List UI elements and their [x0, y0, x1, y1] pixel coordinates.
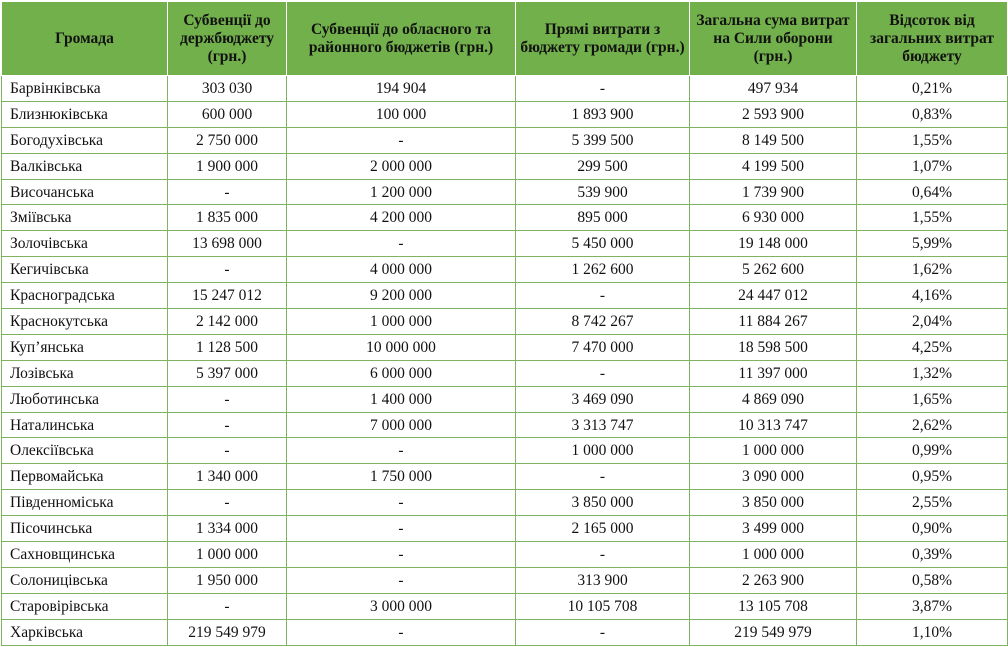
table-row: [2, 412, 1008, 438]
regional-subvention-cell: -: [287, 231, 516, 257]
state-subvention-cell: 15 247 012: [168, 283, 287, 309]
direct-expenses-cell: -: [516, 283, 690, 309]
state-subvention-cell: -: [168, 412, 287, 438]
community-name-cell: Первомайська: [2, 464, 168, 490]
state-subvention-cell: 1 835 000: [168, 205, 287, 231]
community-name-cell: Краснокутська: [2, 309, 168, 335]
regional-subvention-cell: 100 000: [287, 101, 516, 127]
table-row: [2, 179, 1008, 205]
percent-of-budget-cell: 0,39%: [857, 542, 1008, 568]
community-name-cell: Близнюківська: [2, 101, 168, 127]
percent-of-budget-cell: 3,87%: [857, 593, 1008, 619]
percent-of-budget-cell: 0,58%: [857, 567, 1008, 593]
total-expenses-cell: 13 105 708: [690, 593, 857, 619]
state-subvention-cell: 1 340 000: [168, 464, 287, 490]
header-row: [2, 2, 1008, 76]
direct-expenses-cell: 895 000: [516, 205, 690, 231]
regional-subvention-cell: 4 200 000: [287, 205, 516, 231]
state-subvention-cell: 1 900 000: [168, 153, 287, 179]
community-name-cell: Пісочинська: [2, 516, 168, 542]
direct-expenses-cell: -: [516, 542, 690, 568]
state-subvention-cell: 1 334 000: [168, 516, 287, 542]
total-expenses-cell: 6 930 000: [690, 205, 857, 231]
regional-subvention-cell: 7 000 000: [287, 412, 516, 438]
percent-of-budget-cell: 0,21%: [857, 76, 1008, 102]
direct-expenses-cell: -: [516, 619, 690, 645]
table-row: [2, 567, 1008, 593]
total-expenses-cell: 18 598 500: [690, 334, 857, 360]
percent-of-budget-cell: 0,95%: [857, 464, 1008, 490]
direct-expenses-cell: 8 742 267: [516, 309, 690, 335]
percent-of-budget-cell: 0,64%: [857, 179, 1008, 205]
community-name-cell: Красноградська: [2, 283, 168, 309]
total-expenses-cell: 1 000 000: [690, 542, 857, 568]
regional-subvention-cell: 6 000 000: [287, 360, 516, 386]
total-expenses-cell: 11 397 000: [690, 360, 857, 386]
direct-expenses-cell: 313 900: [516, 567, 690, 593]
table-row: [2, 231, 1008, 257]
table-row: [2, 490, 1008, 516]
direct-expenses-cell: -: [516, 360, 690, 386]
community-name-cell: Сахновщинська: [2, 542, 168, 568]
state-subvention-cell: -: [168, 179, 287, 205]
percent-of-budget-cell: 0,90%: [857, 516, 1008, 542]
header-direct-expenses: Прямі витрати з бюджету громади (грн.): [516, 2, 690, 76]
total-expenses-cell: 1 000 000: [690, 438, 857, 464]
percent-of-budget-cell: 1,65%: [857, 386, 1008, 412]
regional-subvention-cell: 194 904: [287, 76, 516, 102]
total-expenses-cell: 10 313 747: [690, 412, 857, 438]
community-name-cell: Олексіївська: [2, 438, 168, 464]
table-header: [2, 2, 1008, 76]
regional-subvention-cell: -: [287, 438, 516, 464]
table-row: [2, 101, 1008, 127]
direct-expenses-cell: 3 313 747: [516, 412, 690, 438]
direct-expenses-cell: -: [516, 76, 690, 102]
table-row: [2, 283, 1008, 309]
regional-subvention-cell: -: [287, 567, 516, 593]
direct-expenses-cell: -: [516, 464, 690, 490]
table-row: [2, 619, 1008, 645]
total-expenses-cell: 4 869 090: [690, 386, 857, 412]
direct-expenses-cell: 7 470 000: [516, 334, 690, 360]
table-row: [2, 76, 1008, 102]
table-row: [2, 360, 1008, 386]
total-expenses-cell: 497 934: [690, 76, 857, 102]
direct-expenses-cell: 539 900: [516, 179, 690, 205]
percent-of-budget-cell: 4,16%: [857, 283, 1008, 309]
community-name-cell: Богодухівська: [2, 127, 168, 153]
community-name-cell: Куп’янська: [2, 334, 168, 360]
percent-of-budget-cell: 0,99%: [857, 438, 1008, 464]
percent-of-budget-cell: 2,55%: [857, 490, 1008, 516]
community-name-cell: Барвінківська: [2, 76, 168, 102]
total-expenses-cell: 3 850 000: [690, 490, 857, 516]
regional-subvention-cell: 9 200 000: [287, 283, 516, 309]
community-name-cell: Валківська: [2, 153, 168, 179]
state-subvention-cell: 5 397 000: [168, 360, 287, 386]
direct-expenses-cell: 5 450 000: [516, 231, 690, 257]
total-expenses-cell: 2 263 900: [690, 567, 857, 593]
direct-expenses-cell: 5 399 500: [516, 127, 690, 153]
header-total-expenses: Загальна сума витрат на Сили оборони (грн.): [690, 2, 857, 76]
total-expenses-cell: 2 593 900: [690, 101, 857, 127]
percent-of-budget-cell: 0,83%: [857, 101, 1008, 127]
regional-subvention-cell: 10 000 000: [287, 334, 516, 360]
community-name-cell: Зміївська: [2, 205, 168, 231]
community-name-cell: Старовірівська: [2, 593, 168, 619]
community-name-cell: Золочівська: [2, 231, 168, 257]
direct-expenses-cell: 299 500: [516, 153, 690, 179]
state-subvention-cell: 219 549 979: [168, 619, 287, 645]
regional-subvention-cell: 1 200 000: [287, 179, 516, 205]
table-row: [2, 334, 1008, 360]
header-state-subvention: Субвенції до держбюджету (грн.): [168, 2, 287, 76]
table-body: [2, 76, 1008, 646]
percent-of-budget-cell: 1,10%: [857, 619, 1008, 645]
community-name-cell: Наталинська: [2, 412, 168, 438]
total-expenses-cell: 19 148 000: [690, 231, 857, 257]
header-percent-of-budget: Відсоток від загальних витрат бюджету: [857, 2, 1008, 76]
regional-subvention-cell: 1 400 000: [287, 386, 516, 412]
regional-subvention-cell: -: [287, 127, 516, 153]
regional-subvention-cell: -: [287, 619, 516, 645]
table-row: [2, 153, 1008, 179]
state-subvention-cell: 2 142 000: [168, 309, 287, 335]
direct-expenses-cell: 3 850 000: [516, 490, 690, 516]
table-row: [2, 542, 1008, 568]
regional-subvention-cell: 2 000 000: [287, 153, 516, 179]
percent-of-budget-cell: 1,32%: [857, 360, 1008, 386]
state-subvention-cell: 1 128 500: [168, 334, 287, 360]
percent-of-budget-cell: 2,62%: [857, 412, 1008, 438]
regional-subvention-cell: 4 000 000: [287, 257, 516, 283]
state-subvention-cell: -: [168, 438, 287, 464]
total-expenses-cell: 1 739 900: [690, 179, 857, 205]
direct-expenses-cell: 3 469 090: [516, 386, 690, 412]
community-name-cell: Люботинська: [2, 386, 168, 412]
state-subvention-cell: 600 000: [168, 101, 287, 127]
state-subvention-cell: 303 030: [168, 76, 287, 102]
percent-of-budget-cell: 4,25%: [857, 334, 1008, 360]
header-community: Громада: [2, 2, 168, 76]
state-subvention-cell: -: [168, 386, 287, 412]
community-name-cell: Південноміська: [2, 490, 168, 516]
percent-of-budget-cell: 1,55%: [857, 205, 1008, 231]
total-expenses-cell: 11 884 267: [690, 309, 857, 335]
table-row: [2, 309, 1008, 335]
state-subvention-cell: 13 698 000: [168, 231, 287, 257]
table-row: [2, 257, 1008, 283]
direct-expenses-cell: 1 000 000: [516, 438, 690, 464]
table-row: [2, 516, 1008, 542]
table-row: [2, 386, 1008, 412]
table-row: [2, 205, 1008, 231]
table-row: [2, 464, 1008, 490]
state-subvention-cell: -: [168, 593, 287, 619]
state-subvention-cell: -: [168, 257, 287, 283]
total-expenses-cell: 4 199 500: [690, 153, 857, 179]
percent-of-budget-cell: 2,04%: [857, 309, 1008, 335]
direct-expenses-cell: 1 262 600: [516, 257, 690, 283]
community-name-cell: Лозівська: [2, 360, 168, 386]
total-expenses-cell: 219 549 979: [690, 619, 857, 645]
direct-expenses-cell: 1 893 900: [516, 101, 690, 127]
total-expenses-cell: 3 499 000: [690, 516, 857, 542]
percent-of-budget-cell: 1,62%: [857, 257, 1008, 283]
state-subvention-cell: -: [168, 490, 287, 516]
state-subvention-cell: 1 000 000: [168, 542, 287, 568]
defense-spending-table: [1, 1, 1008, 646]
regional-subvention-cell: -: [287, 516, 516, 542]
regional-subvention-cell: 1 000 000: [287, 309, 516, 335]
table-row: [2, 438, 1008, 464]
community-name-cell: Харківська: [2, 619, 168, 645]
percent-of-budget-cell: 1,55%: [857, 127, 1008, 153]
total-expenses-cell: 5 262 600: [690, 257, 857, 283]
regional-subvention-cell: -: [287, 542, 516, 568]
percent-of-budget-cell: 1,07%: [857, 153, 1008, 179]
regional-subvention-cell: 3 000 000: [287, 593, 516, 619]
table-row: [2, 593, 1008, 619]
total-expenses-cell: 8 149 500: [690, 127, 857, 153]
community-name-cell: Височанська: [2, 179, 168, 205]
table-row: [2, 127, 1008, 153]
state-subvention-cell: 2 750 000: [168, 127, 287, 153]
percent-of-budget-cell: 5,99%: [857, 231, 1008, 257]
community-name-cell: Кегичівська: [2, 257, 168, 283]
state-subvention-cell: 1 950 000: [168, 567, 287, 593]
regional-subvention-cell: -: [287, 490, 516, 516]
total-expenses-cell: 24 447 012: [690, 283, 857, 309]
header-regional-subvention: Субвенції до обласного та районного бюджетів (грн.): [287, 2, 516, 76]
total-expenses-cell: 3 090 000: [690, 464, 857, 490]
regional-subvention-cell: 1 750 000: [287, 464, 516, 490]
direct-expenses-cell: 10 105 708: [516, 593, 690, 619]
community-name-cell: Солоницівська: [2, 567, 168, 593]
direct-expenses-cell: 2 165 000: [516, 516, 690, 542]
